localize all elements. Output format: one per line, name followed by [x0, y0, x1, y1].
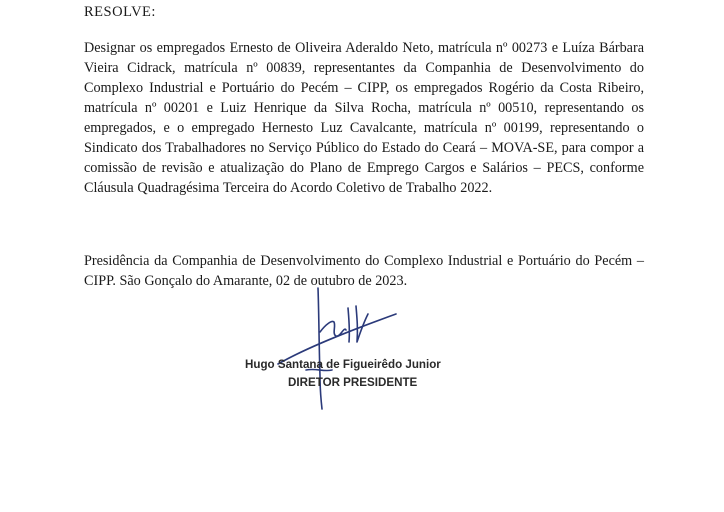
- handwritten-signature: [276, 286, 406, 411]
- resolution-paragraph: Designar os empregados Ernesto de Oliveira Aderaldo Neto, matrícula nº 00273 e Luíza Bárbara Vieira Cidrack, matrícula nº 00839, representantes da Companhia de Desenvolvimento do Complexo Industrial e Portuário do Pecém – CIPP, os empregados Rogério da Costa Ribeiro, matrícula nº 00201 e Luiz Henrique da Silva Rocha, matrícula nº 00510, representando os empregados, e o empregado Hernesto Luz Cavalcante, matrícula nº 00199, representando o Sindicato dos Trabalhadores no Serviço Público do Estado do Ceará – MOVA-SE, para compor a comissão de revisão e atualização do Plano de Emprego Cargos e Salários – PECS, conforme Cláusula Quadragésima Terceira do Acordo Coletivo de Trabalho 2022.: [84, 40, 644, 196]
- signer-role: DIRETOR PRESIDENTE: [288, 376, 418, 389]
- closing-paragraph: Presidência da Companhia de Desenvolvimento do Complexo Industrial e Portuário do Pecém – CIPP. São Gonçalo do Amarante, 02 de outubro de 2023.: [84, 253, 644, 289]
- resolution-heading: RESOLVE:: [84, 4, 156, 20]
- signer-name: Hugo Santana de Figueirêdo Junior: [245, 358, 441, 371]
